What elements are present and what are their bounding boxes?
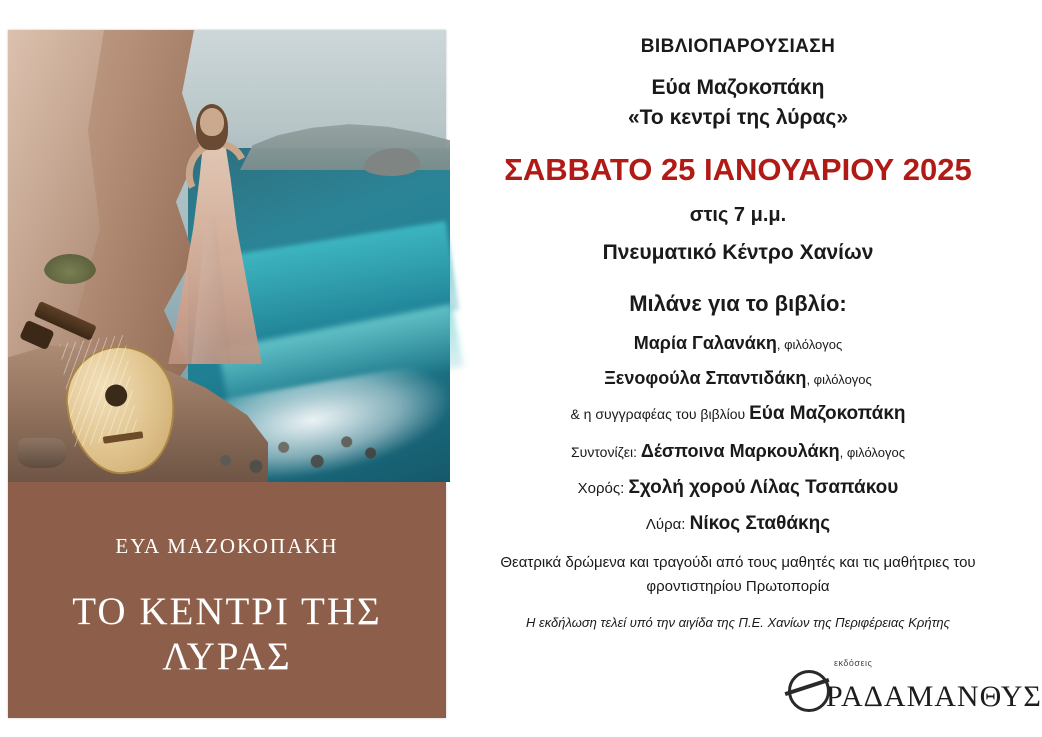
extra-program: Θεατρικά δρώμενα και τραγούδι από τους μαθητές και τις μαθήτριες του φροντιστηρίου Πρωτοπορία [500, 554, 976, 595]
moderator-role: , φιλόλογος [839, 445, 905, 460]
event-venue: Πνευματικό Κέντρο Χανίων [602, 241, 874, 264]
speaker-item [452, 333, 1024, 354]
moderator-line [452, 441, 1024, 462]
event-kind: ΒΙΒΛΙΟΠΑΡΟΥΣΙΑΣΗ [640, 36, 836, 57]
moderator-name: Δέσποινα Μαρκουλάκη [640, 441, 840, 461]
lyra-line [452, 513, 1024, 535]
event-details [452, 0, 1024, 724]
cover-title: ΤΟ ΚΕΝΤΡΙ ΤΗΣ ΛΥΡΑΣ [72, 590, 382, 678]
cover-text-band [8, 482, 446, 736]
publisher-logo [778, 658, 1042, 716]
event-author: Εύα Μαζοκοπάκη [651, 76, 825, 99]
speaker-role: , φιλόλογος [806, 372, 872, 387]
speaker-role: , φιλόλογος [776, 337, 843, 352]
lyra-prefix: Λύρα: [645, 516, 690, 533]
cover-artwork [8, 30, 446, 482]
logo-wordmark: ΡΑΔΑΜΑΝΘΥΣ [826, 680, 1042, 713]
dance-prefix: Χορός: [577, 480, 629, 497]
moderator-prefix: Συντονίζει: [571, 444, 641, 460]
shrub [44, 254, 96, 284]
aegis-note: Η εκδήλωση τελεί υπό την αιγίδα της Π.Ε. Χανίων της Περιφέρειας Κρήτης [526, 615, 950, 630]
speakers-heading: Μιλάνε για το βιβλίο: [629, 291, 847, 316]
dance-name: Σχολή χορού Λίλας Τσαπάκου [628, 477, 899, 498]
author-participation-name: Εύα Μαζοκοπάκη [749, 403, 906, 424]
head-shape [200, 108, 224, 136]
cover-author: ΕΥΑ ΜΑΖΟΚΟΠΑΚΗ [115, 534, 339, 558]
woman-figure [156, 104, 276, 364]
book-cover [8, 30, 446, 736]
speaker-name: Ξενοφούλα Σπαντιδάκη [604, 368, 807, 388]
speaker-name: Μαρία Γαλανάκη [633, 333, 777, 353]
lute-strings [59, 335, 139, 447]
event-time: στις 7 μ.μ. [689, 204, 787, 226]
author-participation [452, 403, 1024, 425]
lyra-name: Νίκος Σταθάκης [689, 513, 831, 534]
author-participation-prefix: & η συγγραφέας του βιβλίου [570, 406, 750, 422]
cover-publisher: ΡΑΔΑΜΑΝΘΥΣ [172, 721, 282, 736]
radamanthys-mark-icon [784, 668, 830, 708]
speaker-item [452, 368, 1024, 389]
lute-headstock [19, 320, 55, 350]
lute-icon [19, 292, 191, 483]
logo-small-text: εκδόσεις [834, 658, 873, 668]
event-book-title: «Το κεντρί της λύρας» [627, 106, 849, 129]
event-date: ΣΑΒΒΑΤΟ 25 ΙΑΝΟΥΑΡΙΟΥ 2025 [504, 152, 972, 187]
dance-line [452, 477, 1024, 499]
